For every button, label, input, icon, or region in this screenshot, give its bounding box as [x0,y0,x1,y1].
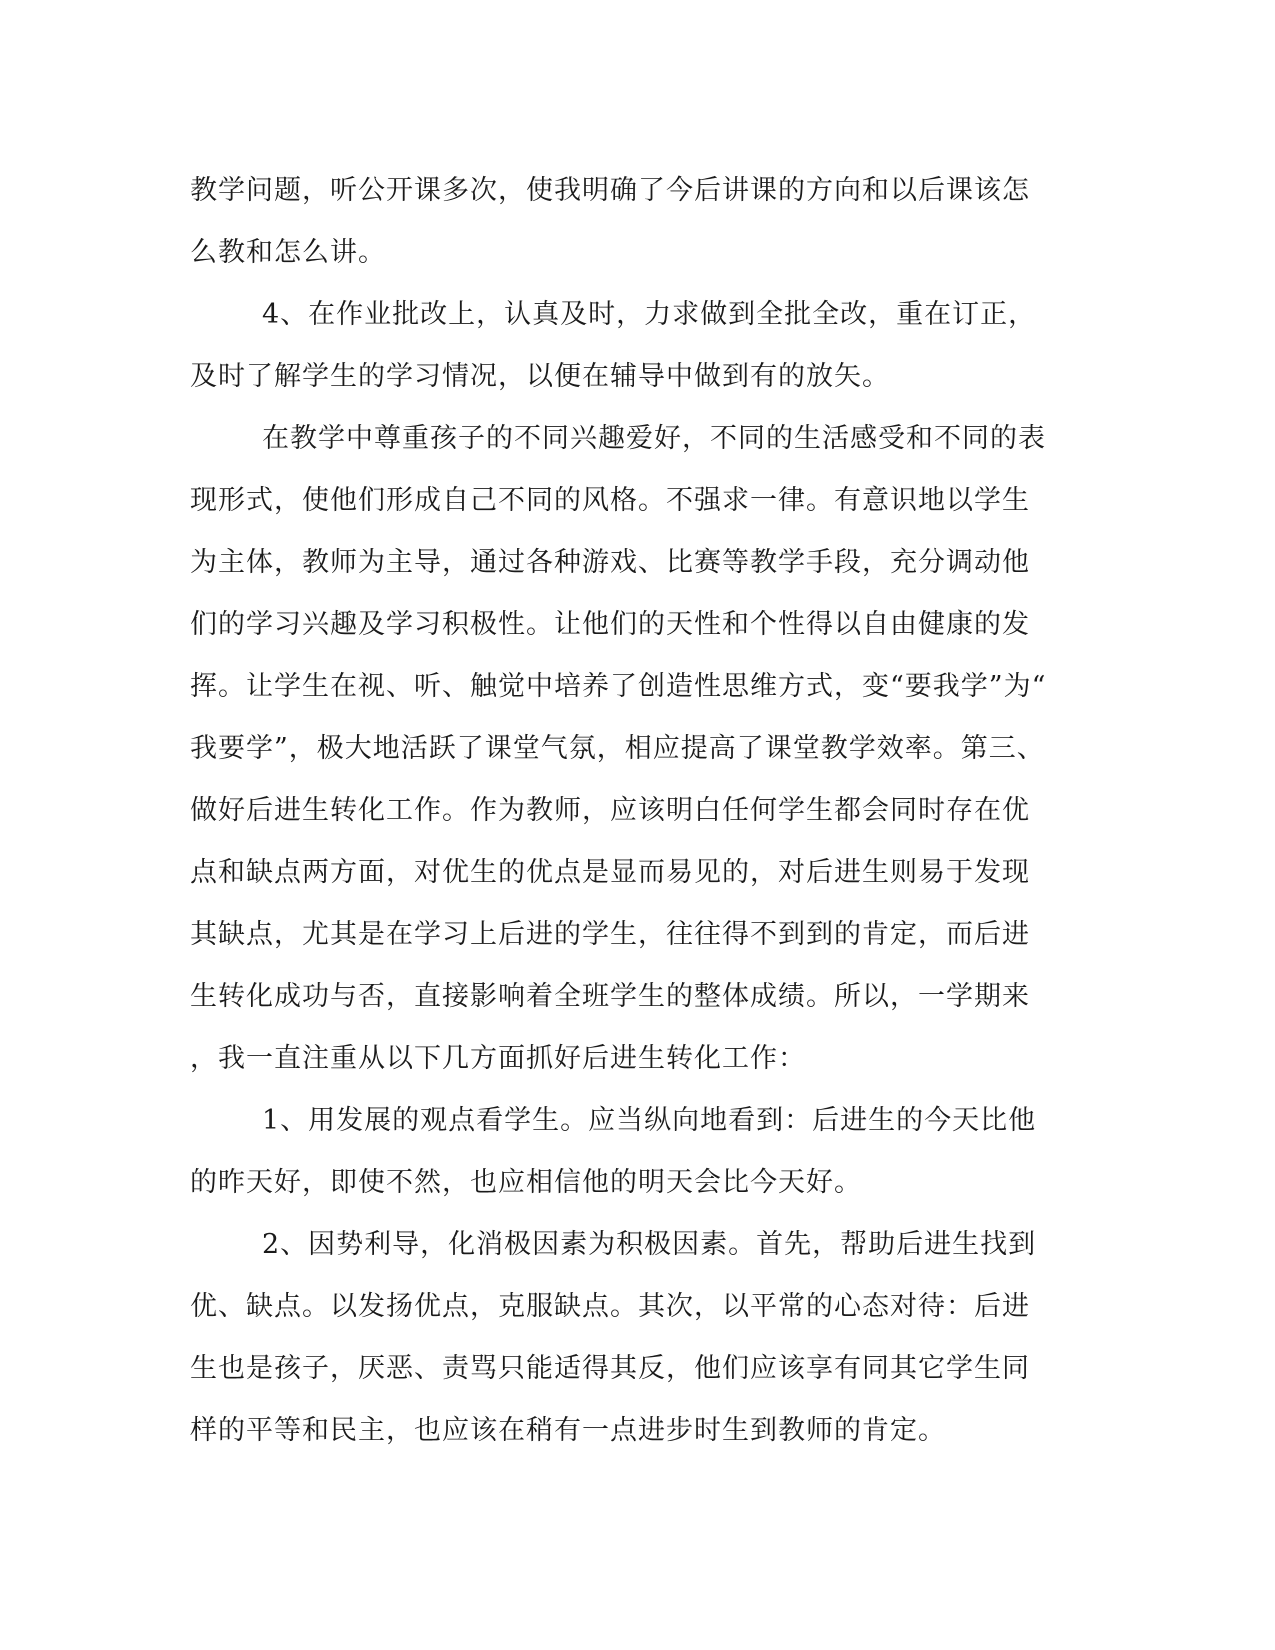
text-line: 生也是孩子，厌恶、责骂只能适得其反，他们应该享有同其它学生同 [190,1353,1030,1384]
text-line: 优、缺点。以发扬优点，克服缺点。其次，以平常的心态对待：后进 [190,1291,1030,1322]
text-line: 为主体，教师为主导，通过各种游戏、比赛等教学手段，充分调动他 [190,547,1030,578]
paragraph [190,1090,1080,1214]
text-line: 生转化成功与否，直接影响着全班学生的整体成绩。所以，一学期来 [190,981,1030,1012]
text-line: 其缺点，尤其是在学习上后进的学生，往往得不到到的肯定，而后进 [190,919,1030,950]
text-line: 教学问题，听公开课多次，使我明确了今后讲课的方向和以后课该怎 [190,175,1030,206]
text-line: 在教学中尊重孩子的不同兴趣爱好，不同的生活感受和不同的表 [262,423,1046,454]
text-line: 2、因势利导，化消极因素为积极因素。首先，帮助后进生找到 [262,1229,1037,1260]
text-line: 们的学习兴趣及学习积极性。让他们的天性和个性得以自由健康的发 [190,609,1030,640]
text-line: 么教和怎么讲。 [190,237,386,268]
paragraph [190,1214,1080,1462]
text-line: 挥。让学生在视、听、触觉中培养了创造性思维方式，变“要我学”为“ [190,671,1047,702]
text-line: ，我一直注重从以下几方面抓好后进生转化工作： [190,1043,806,1074]
text-line: 样的平等和民主，也应该在稍有一点进步时生到教师的肯定。 [190,1415,946,1446]
text-line: 我要学”，极大地活跃了课堂气氛，相应提高了课堂教学效率。第三、 [190,733,1045,764]
text-line: 的昨天好，即使不然，也应相信他的明天会比今天好。 [190,1167,862,1198]
text-line: 做好后进生转化工作。作为教师，应该明白任何学生都会同时存在优 [190,795,1030,826]
document-body [190,160,1080,1462]
text-line: 现形式，使他们形成自己不同的风格。不强求一律。有意识地以学生 [190,485,1030,516]
text-line: 及时了解学生的学习情况，以便在辅导中做到有的放矢。 [190,361,890,392]
paragraph [190,160,1080,284]
text-line: 4、在作业批改上，认真及时，力求做到全批全改，重在订正， [262,299,1037,330]
text-line: 1、用发展的观点看学生。应当纵向地看到：后进生的今天比他 [262,1105,1037,1136]
paragraph [190,408,1080,1090]
paragraph [190,284,1080,408]
text-line: 点和缺点两方面，对优生的优点是显而易见的，对后进生则易于发现 [190,857,1030,888]
